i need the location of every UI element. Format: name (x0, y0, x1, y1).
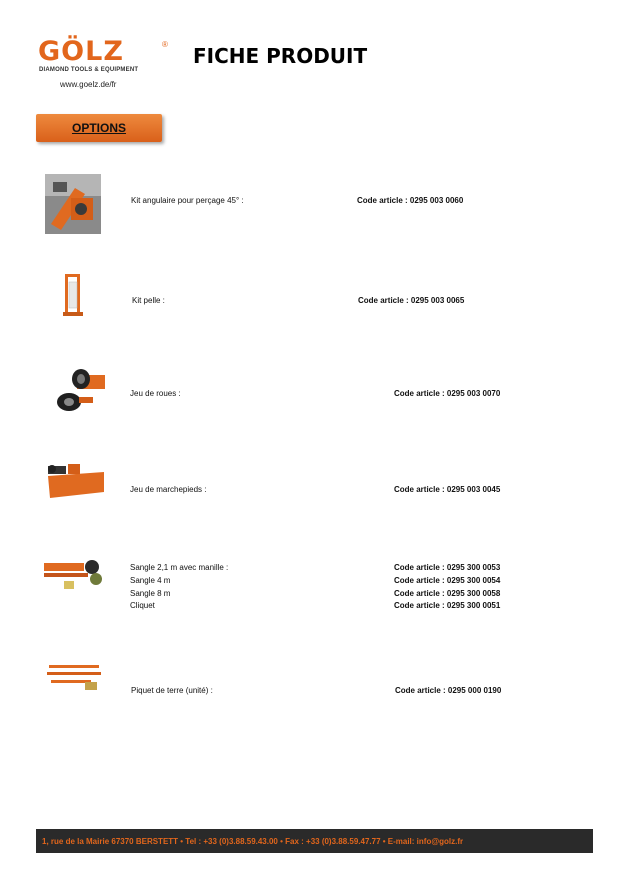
item-label: Piquet de terre (unité) : (131, 686, 213, 695)
ground-stake-icon (45, 662, 103, 692)
logo-registered-mark: ® (162, 40, 168, 49)
shovel-kit-icon (62, 272, 84, 318)
angle-drilling-kit-icon (45, 174, 101, 234)
website-url[interactable]: www.goelz.de/fr (60, 80, 117, 89)
strap-icon (44, 559, 104, 593)
item-code: Code article : 0295 003 0045 (394, 485, 501, 494)
logo-brand: GÖLZ (38, 36, 124, 67)
company-logo (38, 36, 178, 100)
options-button-label: OPTIONS (71, 121, 126, 135)
footer-contact-bar (36, 829, 593, 853)
item-code: Code article : 0295 300 0054 (394, 576, 501, 585)
options-button[interactable] (36, 114, 162, 142)
item-label: Kit pelle : (132, 296, 165, 305)
wheel-set-icon (55, 367, 107, 412)
logo-tagline: DIAMOND TOOLS & EQUIPMENT (39, 67, 139, 73)
item-code: Code article : 0295 300 0058 (394, 589, 501, 598)
item-code: Code article : 0295 300 0051 (394, 601, 501, 610)
item-code: Code article : 0295 300 0053 (394, 563, 501, 572)
item-code: Code article : 0295 000 0190 (395, 686, 502, 695)
footstep-set-icon (44, 462, 106, 499)
footer-contact-text: 1, rue de la Mairie 67370 BERSTETT • Tel : +33 (0)3.88.59.43.00 • Fax : +33 (0)3.88.59.47.77 • E-mail: info@golz.fr (42, 836, 464, 846)
item-code: Code article : 0295 003 0070 (394, 389, 501, 398)
page-title: FICHE PRODUIT (193, 44, 368, 68)
item-label: Jeu de roues : (130, 389, 181, 398)
item-label: Sangle 2,1 m avec manille : (130, 563, 229, 572)
item-label: Kit angulaire pour perçage 45° : (131, 196, 244, 205)
item-label: Cliquet (130, 601, 155, 610)
item-label: Jeu de marchepieds : (130, 485, 207, 494)
item-label: Sangle 4 m (130, 576, 171, 585)
item-code: Code article : 0295 003 0060 (357, 196, 464, 205)
item-label: Sangle 8 m (130, 589, 171, 598)
item-code: Code article : 0295 003 0065 (358, 296, 465, 305)
